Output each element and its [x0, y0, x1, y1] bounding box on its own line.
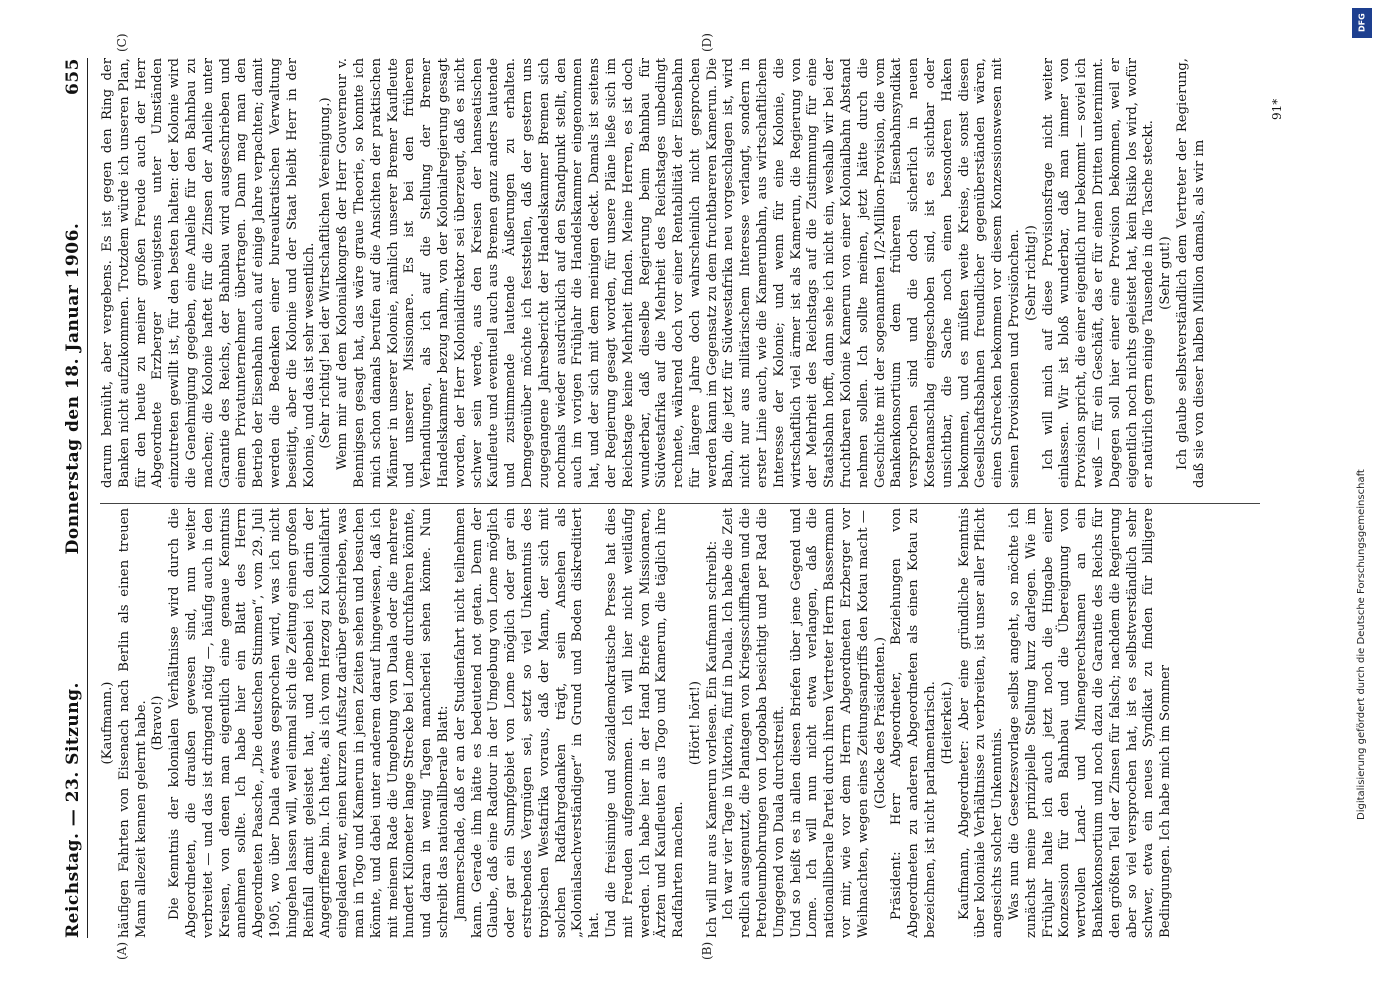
paragraph: Was nun die Gesetzesvorlage selbst angeht, so möchte ich zunächst meine prinzipielle Stellung kurz darlegen. Wie im Frühjahr halte ich auch jetzt noch die Hingabe einer Konzession für den Bahnbau und die Übereignung von wertvollen Land- und Minengerechtsamen an ein Bankenkonsortium und noch dazu die Garantie des Reichs für den größten Teil der Zinsen für falsch; nachdem die Regierung aber so viel versprochen hat, ist es selbstverständlich sehr schwer, etwa ein neues Syndikat zu finden für billigere Bedingungen. Ich habe mich im Sommer	[1007, 508, 1174, 938]
interjection: (Bravo!)	[150, 695, 166, 751]
margin-mark-d: (D)	[700, 33, 714, 52]
paragraph: Ich war vier Tage in Viktoria, fünf in Duala. Ich habe die Zeit redlich ausgenutzt, die Plantagen von Kriegsschiffhafen und die Petroleumbohrungen von Logobaba besichtigt und per Rad die Umgegend von Duala durchstreift.	[721, 508, 787, 938]
paragraph: Wenn mir auf dem Kolonialkongreß der Herr Gouverneur v. Bennigsen gesagt hat, das wäre graue Theorie, so konnte ich mich schon damals berufen auf die Ansichten der praktischen Männer in unserer Kolonie, nämlich unserer Bremer Kaufleute und unserer Missionare. Es ist bei den früheren Verhandlungen, als ich auf die Stellung der Bremer Handelskammer bezug nahm, von der Kolonialregierung gesagt worden, der Herr Kolonialdirektor sei überzeugt, daß es nicht schwer sein werde, aus den Kreisen der hanseatischen Kaufleute und eventuell auch aus Bremen ganz anders lautende und zustimmende lautende Äußerungen zu erhalten. Demgegenüber möchte ich feststellen, daß der gestern uns zugegangene Jahresbericht der Handelskammer Bremen sich nochmals wieder ausdrücklich auf den Standpunkt stellt, den auch im vorigen Frühjahr die Handelskammer eingenommen hat, und der sich mit dem meinigen deckt. Damals ist seitens der Regierung gesagt worden, für unsere Pläne ließe sich im Reichstage keine Mehrheit finden. Meine Herren, es ist doch wunderbar, daß dieselbe Regierung beim Bahnbau für Südwestafrika auf die Mehrheit des Reichstages unbedingt rechnete, während doch vor einer Rentabilität der Eisenbahn für längere Jahre doch wahrscheinlich nicht gesprochen werden kann im Gegensatz zu dem fruchtbareren Kamerun. Die Bahn, die jetzt für Südwestafrika neu vorgeschlagen ist, wird nicht nur aus militärischem Interesse verlangt, sondern in erster Linie auch, wie die Kamerunbahn, aus wirtschaftlichem Interesse der Kolonie; und wenn für eine Kolonie, die wirtschaftlich viel ärmer ist als Kamerun, die Regierung von der Mehrheit des Reichstags auf die Zustimmung für eine Staatsbahn hofft, dann sehe ich nicht ein, weshalb wir bei der fruchtbaren Kolonie Kamerun von einer Kolonialbahn Abstand nehmen sollen. Ich sollte meinen, jetzt hätte durch die Geschichte mit der sogenannten 1/2-Million-Provision, die vom Bankenkonsortium dem früheren Eisenbahnsyndikat versprochen sind und die doch sicherlich in neuen Kostenanschlag eingeschoben sind, ist es sichtbar oder unsichtbar, die Sache noch einen besonderen Haken bekommen, und es müßten weite Kreise, die sonst diesen Gesellschaftsbahnen freundlicher gegenüberständen wären, einen Schrecken bekommen vor diesem Konzessionswesen mit seinen Provisionen und Provisiönchen.	[335, 58, 1023, 488]
right-column	[100, 58, 1260, 488]
paragraph: darum bemüht, aber vergebens. Es ist gegen den Ring der Banken nicht aufzukommen. Trotzdem würde ich unseren Plan, für den heute zu meiner großen Freude auch der Herr Abgeordnete Erzberger wenigstens unter Umständen einzutreten gewillt ist, für den besten halten: der Kolonie wird die Genehmigung gegeben, eine Anleihe für den Bahnbau zu machen; die Kolonie haftet für die Zinsen der Anleihe unter Garantie des Reichs, der Bahnbau wird ausgeschrieben und einem Privatunternehmer übertragen. Dann mag man den Betrieb der Eisenbahn auch auf einige Jahre verpachten; damit werden die Bedenken einer bureaukratischen Verwaltung beseitigt, aber die Kolonie und der Staat bleibt Herr in der Kolonie, und das ist sehr wesentlich.	[100, 58, 317, 488]
paragraph: Kaufmann, Abgeordneter: Aber eine gründliche Kenntnis über koloniale Verhältnisse zu verbreiten, ist unser aller Pflicht angesichts solcher Unkenntnis.	[956, 508, 1006, 938]
header-left: Reichstag. — 23. Sitzung.	[63, 682, 83, 938]
left-column	[100, 508, 1260, 938]
paragraph: Präsident: Herr Abgeordneter, Beziehungen von Abgeordneten zu anderen Abgeordneten als einen Kotau zu bezeichnen, ist nicht parlamentarisch.	[889, 508, 939, 938]
paragraph: Und so heißt es in allen diesen Briefen über jene Gegend und Lome. Ich will nun nicht etwa verlangen, daß die nationalliberale Partei durch ihren Vertreter Herrn Bassermann vor mir, wie vor dem Herrn Abgeordneten Erzberger vor Weihnachten, wegen eines Zeitungsangriffs den Kotau macht —	[788, 508, 871, 938]
interjection: (Glocke des Präsidenten.)	[872, 636, 888, 810]
interjection: (Hört! hört!)	[687, 680, 703, 766]
paragraph: Ich will mich auf diese Provisionsfrage nicht weiter einlassen. Wir ist bloß wunderbar, daß man immer von Provision spricht, die einer eigentlich nur bekommt — soviel ich weiß — für ein Geschäft, das er für einen Dritten unternimmt. Dagegen soll hier einer eine Provision bekommen, weil er eigentlich noch nichts geleistet hat, kein Risiko los wird, wofür er natürlich gern einige Tausende in die Tasche steckt.	[1040, 58, 1157, 488]
dfg-logo: DFG	[1352, 8, 1372, 38]
margin-mark-a: (A)	[115, 941, 129, 960]
page-footer-mark: 91*	[1270, 98, 1284, 120]
interjection: (Sehr richtig! bei der Wirtschaftlichen Vereinigung.)	[318, 97, 334, 449]
margin-mark-b: (B)	[700, 941, 714, 960]
paragraph: Ich glaube selbstverständlich dem Vertreter der Regierung, daß sie von dieser halben Million damals, als wir im	[1175, 58, 1207, 488]
digitization-credit: Digitalisierung gefördert durch die Deutsche Forschungsgemeinschaft	[1356, 469, 1367, 820]
page-header	[55, 58, 88, 938]
paragraph: Und die freisinnige und sozialdemokratische Presse hat dies mit Freuden aufgenommen. Ich will hier nicht weitläufig werden. Ich habe hier in der Hand Briefe von Missionaren, Ärzten und Kaufleuten aus Togo und Kamerun, die täglich ihre Radfahrten machen.	[603, 508, 687, 938]
margin-mark-c: (C)	[115, 33, 129, 52]
interjection: (Kaufmann.)	[100, 681, 115, 765]
header-date: Donnerstag den 18. Januar 1906.	[63, 222, 83, 555]
interjection: (Heiterkeit.)	[939, 681, 955, 765]
paragraph: Ich will nur aus Kamerun vorlesen. Ein Kaufmann schreibt:	[704, 540, 720, 938]
interjection: (Sehr richtig!)	[1023, 225, 1039, 321]
column-divider	[100, 503, 1260, 504]
paragraph: häufigen Fahrten von Eisenach nach Berlin als einen treuen Mann allezeit kennen gelernt habe.	[116, 508, 149, 938]
page-number: 655	[63, 58, 83, 96]
interjection: (Sehr gut!)	[1158, 236, 1174, 310]
paragraph: Jammerschade, daß er an der Studienfahrt nicht teilnehmen kann. Gerade ihm hätte es bedeutend not getan. Denn der Glaube, daß eine Radtour in der Umgebung von Lome möglich oder gar ein Sumpfgebiet von Lome möglich oder gar ein erstrebendes Vergnügen sei, setzt so viel Unkenntnis des tropischen Westafrika voraus, daß der Mann, der sich mit solchen Radfahrgedanken trägt, sein Ansehen als „Kolonialsachverständiger“ in Grund und Boden diskreditiert hat.	[452, 508, 603, 938]
paragraph: Die Kenntnis der kolonialen Verhältnisse wird durch die Abgeordneten, die draußen gewesen sind, nun weiter verbreitet — und das ist dringend nötig —, häufig auch in den Kreisen, von denen man eigentlich eine genaue Kenntnis annehmen sollte. Ich habe hier ein Blatt des Herrn Abgeordneten Paasche, „Die deutschen Stimmen“, vom 29. Juli 1905, wo über Duala etwas gesprochen wird, was ich nicht hingehen lassen will, weil einmal sich die Zeitung einen großen Reinfall damit geleistet hat, und nebenbei ich darin der Angegriffene bin. Ich hatte, als ich vom Herzog zu Kolonialfahrt eingeladen war, einen kurzen Aufsatz darüber geschrieben, was man in Togo und Kamerun in jenen Zeiten sehen und besuchen könnte, und dabei unter anderem darauf hingewiesen, daß ich mit meinem Rade die Umgebung von Duala oder die mehrere hundert Kilometer lange Strecke bei Lome durchfahren könnte, und daran in wenig Tagen mancherlei sehen könne. Nun schreibt das nationalliberale Blatt:	[167, 508, 451, 938]
